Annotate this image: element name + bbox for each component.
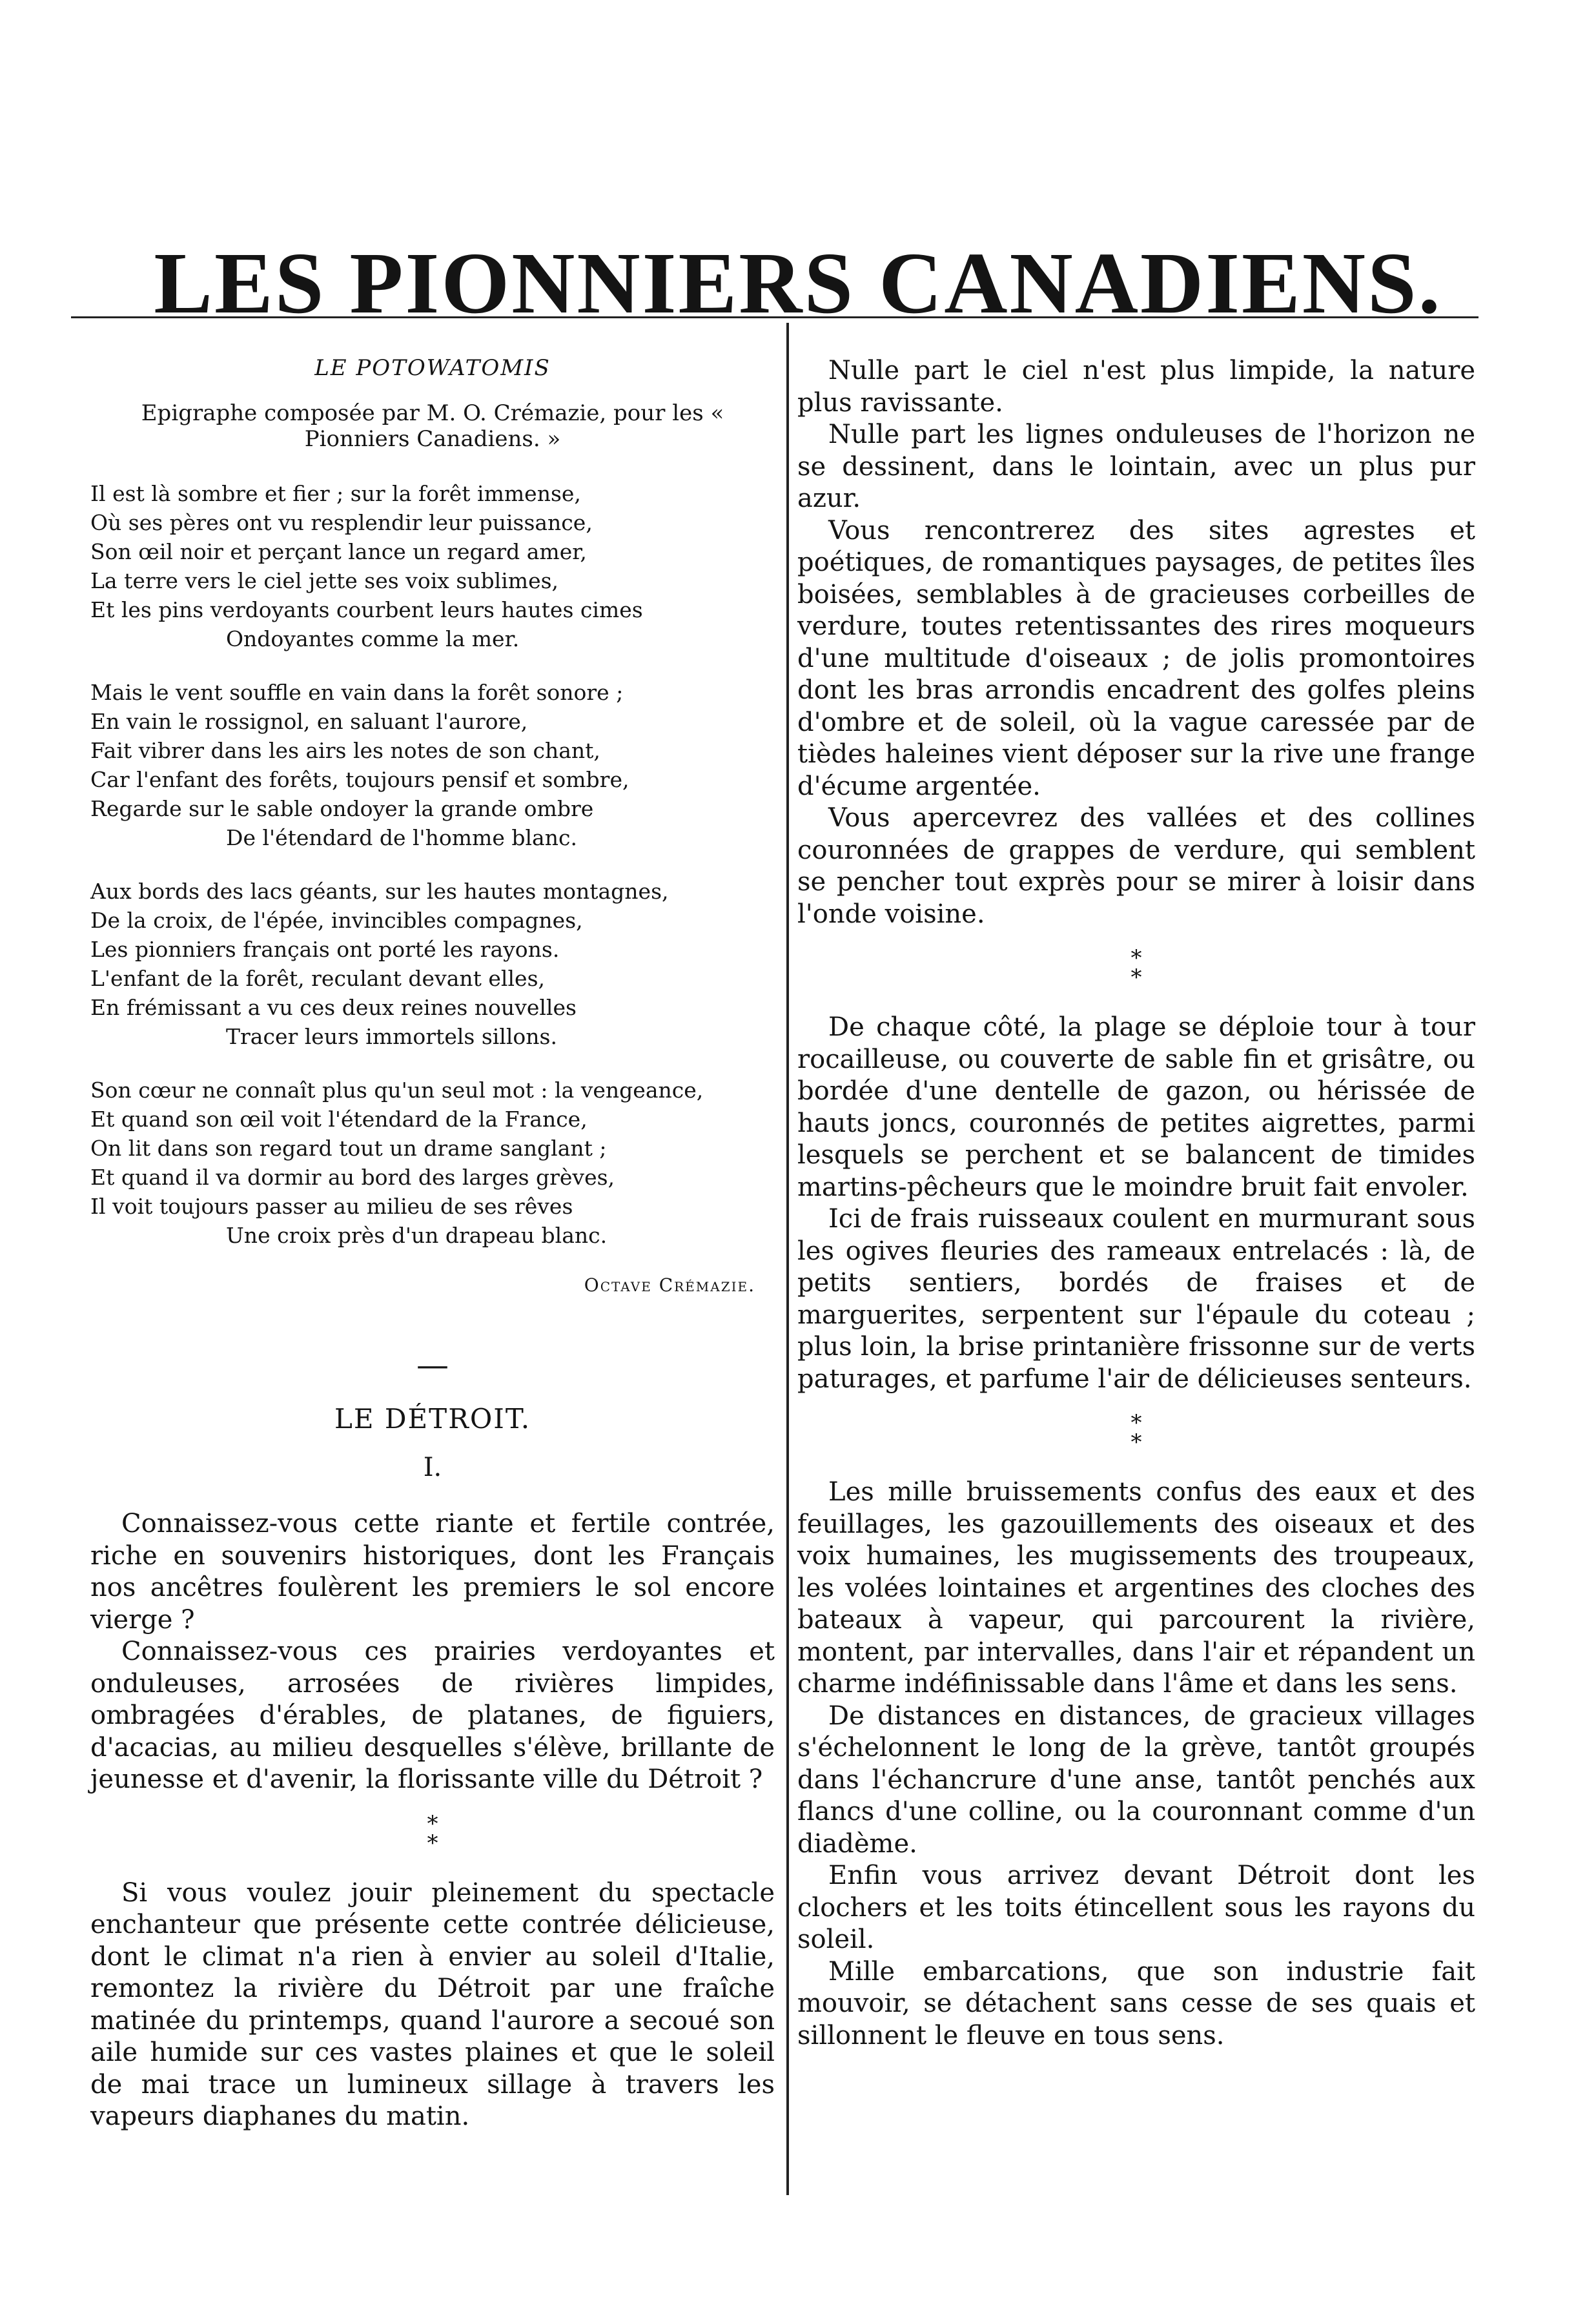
poem-line: Il voit toujours passer au milieu de ses rêves	[90, 1194, 573, 1220]
paragraph: De distances en distances, de gracieux villages s'échelonnent le long de la grève, tantôt groupés dans l'échancrure d'une anse, tantôt penchés aux flancs d'une colline, ou la couronnant comme d'un diadème.	[797, 1701, 1475, 1859]
page-title: LES PIONNIERS CANADIENS.	[154, 235, 1442, 332]
asterism-star: *	[1130, 965, 1142, 990]
paragraph: Connaissez-vous ces prairies verdoyantes et onduleuses, arrosées de rivières limpides, ombragées d'érables, de platanes, de figuiers, d'acacias, au milieu desquelles s'élève, brillante de jeunesse et d'avenir, la florissante ville du Détroit ?	[90, 1637, 775, 1795]
poem-line: En frémissant a vu ces deux reines nouvelles	[90, 995, 577, 1021]
poem-line: Ondoyantes comme la mer.	[226, 626, 520, 652]
poem-epigraph: Epigraphe composée par M. O. Crémazie, pour les « Pionniers Canadiens. »	[141, 400, 724, 453]
paragraph: Ici de frais ruisseaux coulent en murmurant sous les ogives fleuries des rameaux entrelacés : là, de petits sentiers, bordés de fraises et de marguerites, serpentent sur l'épaule du coteau ; plus loin, la brise printanière frissonne sur de verts paturages, et parfume l'air de délicieuses senteurs.	[797, 1204, 1475, 1394]
poem-line: Et les pins verdoyants courbent leurs hautes cimes	[90, 597, 643, 623]
right-column	[797, 355, 1475, 2052]
paragraph: De chaque côté, la plage se déploie tour à tour rocailleuse, ou couverte de sable fin et grisâtre, ou bordée d'une dentelle de gazon, ou hérissée de hauts joncs, couronnés de petites aigrettes, parmi lesquels se perchent et se balancent de timides martins-pêcheurs que le moindre bruit fait envoler.	[797, 1012, 1475, 1202]
poem-line: Son cœur ne connaît plus qu'un seul mot : la vengeance,	[90, 1078, 704, 1103]
paragraph: Vous apercevrez des vallées et des collines couronnées de grappes de verdure, qui semblent se pencher tout exprès pour se mirer à loisir dans l'onde voisine.	[797, 803, 1475, 929]
poem-stanza	[90, 877, 775, 1051]
poem-line: En vain le rossignol, en saluant l'aurore,	[90, 709, 528, 735]
poem-heading: LE POTOWATOMIS	[314, 355, 551, 381]
article-part-number: I.	[423, 1453, 442, 1483]
paragraph: Nulle part les lignes onduleuses de l'horizon ne se dessinent, dans le lointain, avec un plus pur azur.	[797, 420, 1475, 513]
column-divider	[786, 323, 789, 2195]
poem-line: Une croix près d'un drapeau blanc.	[226, 1223, 608, 1249]
paragraph: Enfin vous arrivez devant Détroit dont les clochers et les toits étincellent sous les rayons du soleil.	[797, 1861, 1475, 1954]
paragraph: Mille embarcations, que son industrie fait mouvoir, se détachent sans cesse de ses quais et sillonnent le fleuve en tous sens.	[797, 1956, 1475, 2050]
asterism-star: *	[1130, 1410, 1142, 1436]
poem-stanza	[90, 678, 775, 852]
poem-line: De l'étendard de l'homme blanc.	[226, 825, 577, 851]
poem-line: Mais le vent souffle en vain dans la forêt sonore ;	[90, 680, 624, 706]
poem-line: De la croix, de l'épée, invincibles compagnes,	[90, 908, 583, 934]
section-dash: —	[416, 1346, 449, 1384]
asterism-separator	[90, 1810, 775, 1856]
poem-line: Aux bords des lacs géants, sur les hautes montagnes,	[90, 879, 669, 905]
asterism-separator	[797, 945, 1475, 990]
poem-line: Car l'enfant des forêts, toujours pensif et sombre,	[90, 767, 629, 793]
poem-stanza	[90, 1076, 775, 1250]
asterism-star: *	[427, 1810, 438, 1837]
poem-line: Et quand son œil voit l'étendard de la France,	[90, 1107, 588, 1132]
title-rule	[71, 316, 1478, 318]
poem-line: Son œil noir et perçant lance un regard amer,	[90, 539, 587, 565]
paragraph: Vous rencontrerez des sites agrestes et poétiques, de romantiques paysages, de petites îles boisées, semblables à de gracieuses corbeilles de verdure, toutes retentissantes des rires moqueurs d'une multitude d'oiseaux ; de jolis promontoires dont les bras arrondis encadrent des golfes pleins d'ombre et de soleil, où la vague caressée par de tièdes haleines vient déposer sur la rive une frange d'écume argentée.	[797, 515, 1475, 801]
paragraph: Connaissez-vous cette riante et fertile contrée, riche en souvenirs historiques, dont les Français nos ancêtres foulèrent les premiers le sol encore vierge ?	[90, 1509, 775, 1635]
poem-line: L'enfant de la forêt, reculant devant elles,	[90, 966, 545, 992]
poem-stanza	[90, 479, 775, 653]
poem-line: On lit dans son regard tout un drame sanglant ;	[90, 1136, 607, 1161]
asterism-star: *	[1130, 945, 1142, 971]
paragraph: Nulle part le ciel n'est plus limpide, la nature plus ravissante.	[797, 356, 1475, 418]
article-heading: LE DÉTROIT.	[334, 1403, 531, 1435]
paragraph: Si vous voulez jouir pleinement du spectacle enchanteur que présente cette contrée délicieuse, dont le climat n'a rien à envier au soleil d'Italie, remontez la rivière du Détroit par une fraîche matinée du printemps, quand l'aurore a secoué son aile humide sur ces vastes plaines et que le soleil de mai trace un lumineux sillage à travers les vapeurs diaphanes du matin.	[90, 1877, 775, 2132]
poem-line: Les pionniers français ont porté les rayons.	[90, 937, 560, 963]
asterism-star: *	[427, 1830, 438, 1856]
poem-body	[90, 479, 775, 1250]
poem-line: Fait vibrer dans les airs les notes de son chant,	[90, 738, 600, 764]
asterism-separator	[797, 1410, 1475, 1455]
poem-line: Il est là sombre et fier ; sur la forêt immense,	[90, 481, 581, 507]
left-column	[90, 355, 775, 2133]
paragraph: Les mille bruissements confus des eaux et des feuillages, les gazouillements des oiseaux et des voix humaines, les mugissements des troupeaux, les volées lointaines et argentines des cloches des bateaux à vapeur, qui parcourent la rivière, montent, par intervalles, dans l'air et répandent un charme indéfinissable dans l'âme et dans les sens.	[797, 1477, 1475, 1699]
poem-line: Où ses pères ont vu resplendir leur puissance,	[90, 510, 593, 536]
asterism-star: *	[1130, 1429, 1142, 1455]
poem-line: Et quand il va dormir au bord des larges grèves,	[90, 1165, 615, 1191]
poem-author: Octave Crémazie.	[584, 1274, 755, 1296]
poem-line: La terre vers le ciel jette ses voix sublimes,	[90, 568, 559, 594]
poem-line: Regarde sur le sable ondoyer la grande ombre	[90, 796, 594, 822]
poem-line: Tracer leurs immortels sillons.	[226, 1024, 557, 1050]
